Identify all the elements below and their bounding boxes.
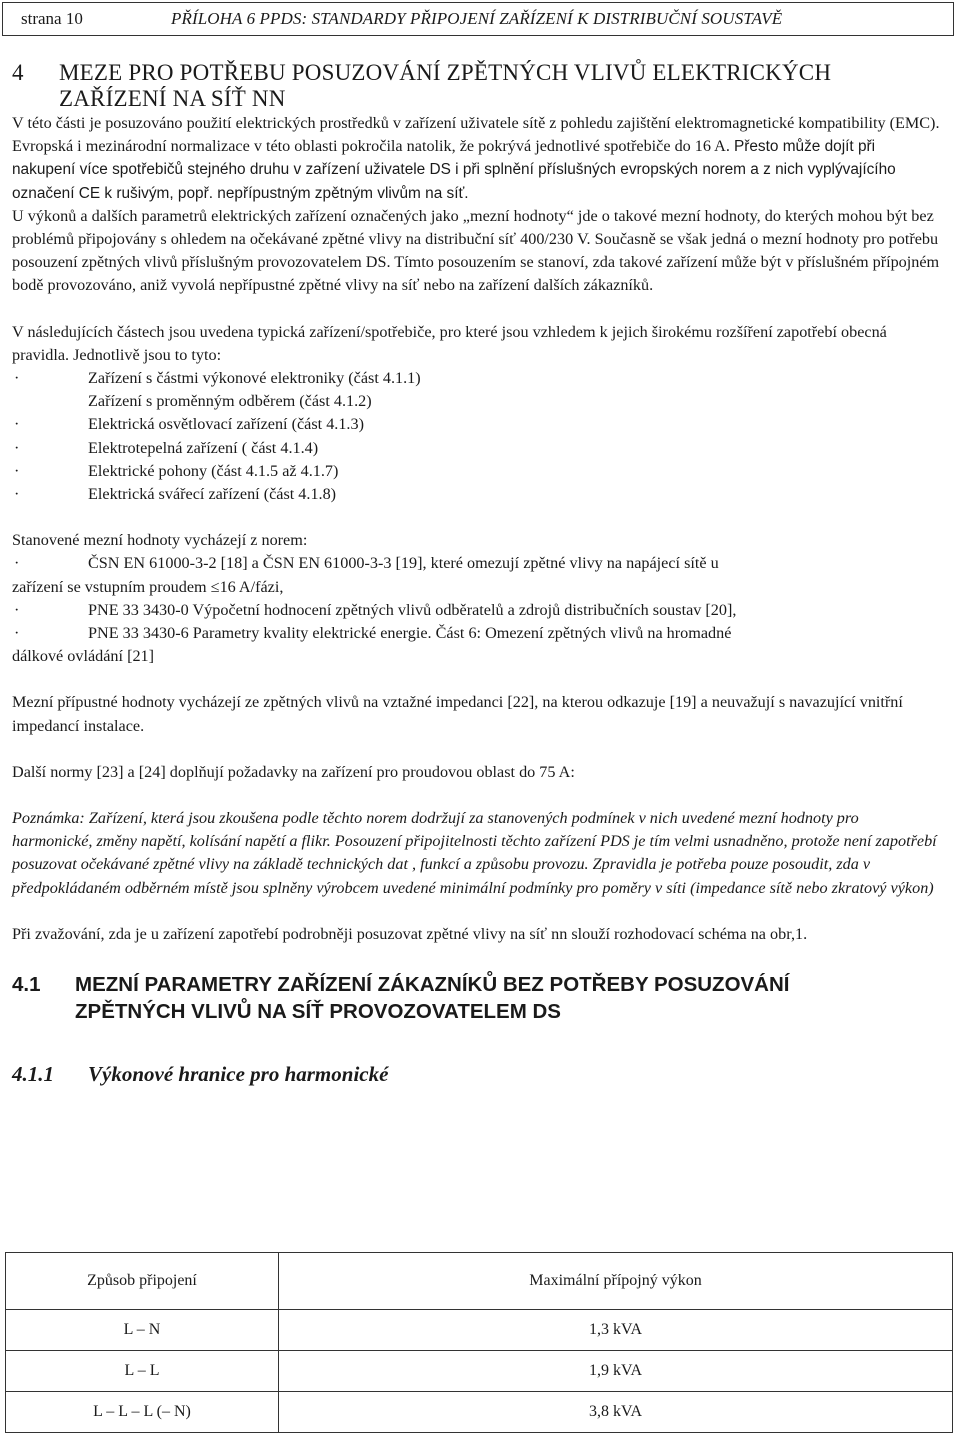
limits-paragraph: U výkonů a dalších parametrů elektrických zařízení označených jako „mezní hodnoty“ jde o takové mezní hodnoty, do kterých mohou být bez problémů připojovány s ohledem na očekávané zpětné vlivy na distribuční síť 400/230 V. Současně se však jedná o mezní hodnoty pro potřebu posouzení zpětných vlivů příslušným provozovatelem DS. Tímto posouzením se stanoví, zda takové zařízení může být v příslušném přípojném bodě provozováno, aniž vyvolá nepřípustné zpětné vlivy na síť nebo na zařízení dalších zákazníků. [12,206,940,295]
section-4-heading [12,60,942,112]
list-item [12,437,942,460]
section-number: 4.1 [12,973,41,997]
bullet: · [14,600,20,619]
list-item [12,599,942,622]
list-item-continuation: dálkové ovládání [21] [12,647,155,666]
list-item-text: Elektrická osvětlovací zařízení (část 4.1.3) [88,415,364,434]
equipment-list [12,367,942,506]
list-item [12,483,942,506]
permissible-paragraph: Mezní přípustné hodnoty vycházejí ze zpětných vlivů na vztažné impedanci [22], na kterou odkazuje [19] a neuvažují s navazující vnitřní impedancí instalace. [12,693,903,735]
section-title: Výkonové hranice pro harmonické [88,1062,389,1087]
bullet: · [14,624,20,643]
section-4-1-heading [12,971,942,1025]
list-item [12,390,942,413]
table-header-row [6,1253,953,1310]
page-content [12,60,942,1087]
column-header-connection: Způsob připojení [6,1253,279,1310]
intro-text-serif: V této části je posuzováno použití elektrických prostředků v zařízení uživatele sítě z pohledu zajištění elektromagnetické kompatibility (EMC). Evropská i mezinárodní normalizace v této oblasti pokročila natolik, že pokrývá jednotlivé spotřebiče do 16 A. [12,114,940,156]
list-item-continuation: zařízení se vstupním proudem ≤16 A/fázi, [12,577,284,596]
section-number: 4 [12,60,24,85]
list-item-text: ČSN EN 61000-3-2 [18] a ČSN EN 61000-3-3 [19], které omezují zpětné vlivy na napájecí sítě u [88,554,719,573]
power-cell: 3,8 kVA [279,1392,953,1433]
table-row [6,1310,953,1351]
equipment-intro: V následujících částech jsou uvedena typická zařízení/spotřebiče, pro které jsou vzhledem k jejich širokému rozšíření zapotřebí obecná pravidla. Jednotlivě jsou to tyto: [12,322,887,364]
page-header [2,2,954,36]
section-title-line1: MEZE PRO POTŘEBU POSUZOVÁNÍ ZPĚTNÝCH VLIVŮ ELEKTRICKÝCH [59,60,832,85]
page-number: strana 10 [21,9,83,28]
norms-intro: Stanovené mezní hodnoty vycházejí z norem: [12,531,308,550]
list-item-text: Zařízení s proměnným odběrem (část 4.1.2) [88,392,372,411]
list-item [12,552,942,575]
bullet: · [14,485,20,504]
list-item [12,622,942,645]
list-item-text: Elektrická svářecí zařízení (část 4.1.8) [88,485,337,504]
power-cell: 1,3 kVA [279,1310,953,1351]
list-item-text: PNE 33 3430-6 Parametry kvality elektrické energie. Část 6: Omezení zpětných vlivů na hromadné [88,624,732,643]
section-number: 4.1.1 [12,1062,54,1087]
list-item [12,367,942,390]
table-row [6,1392,953,1433]
connection-cell: L – L [6,1351,279,1392]
bullet: · [14,554,20,573]
section-title-line2: ZPĚTNÝCH VLIVŮ NA SÍŤ PROVOZOVATELEM DS [75,1000,561,1024]
section-title-line2: ZAŘÍZENÍ NA SÍŤ NN [59,86,286,111]
list-item [12,413,942,436]
bullet [12,390,88,413]
further-norms-paragraph: Další normy [23] a [24] doplňují požadavky na zařízení pro proudovou oblast do 75 A: [12,762,575,781]
list-item-text: Elektrické pohony (část 4.1.5 až 4.1.7) [88,461,339,480]
connection-cell: L – N [6,1310,279,1351]
decision-paragraph: Při zvažování, zda je u zařízení zapotřebí podrobněji posuzovat zpětné vlivy na síť nn slouží rozhodovací schéma na obr,1. [12,924,808,943]
note-paragraph: Poznámka: Zařízení, která jsou zkoušena podle těchto norem dodržují za stanovených podmínek v nich uvedené mezní hodnoty pro harmonické, změny napětí, kolísání napětí a flikr. Posouzení připojitelnosti těchto zařízení PDS je tím velmi usnadněno, protože není zapotřebí posuzovat očekávané zpětné vlivy na základě technických dat , funkcí a způsobu provozu. Zpravidla je potřeba pouze posoudit, zda v předpokládaném odběrném místě jsou splněny výrobcem uvedené minimální podmínky pro poměry v síti (impedance sítě nebo zkratový výkon) [12,809,937,897]
list-item [12,460,942,483]
list-item-text: Elektrotepelná zařízení ( část 4.1.4) [88,438,319,457]
section-title-line1: MEZNÍ PARAMETRY ZAŘÍZENÍ ZÁKAZNÍKŮ BEZ POTŘEBY POSUZOVÁNÍ [75,973,790,997]
connection-cell: L – L – L (– N) [6,1392,279,1433]
bullet: · [14,438,20,457]
power-cell: 1,9 kVA [279,1351,953,1392]
bullet: · [14,415,20,434]
table-row [6,1351,953,1392]
section-4-1-1-heading [12,1061,942,1087]
bullet: · [14,461,20,480]
intro-text-sans: Přesto může dojít při nakupení více spotřebičů stejného druhu v zařízení uživatele DS i při splnění příslušných evropských norem a z nich vyplývajícího označení CE k rušivým, popř. nepřípustným zpětným vlivům na síť. [12,138,896,202]
list-item-text: PNE 33 3430-0 Výpočetní hodnocení zpětných vlivů odběratelů a zdrojů distribučních soustav [20], [88,600,737,619]
list-item-text: Zařízení s částmi výkonové elektroniky (část 4.1.1) [88,369,421,388]
column-header-power: Maximální přípojný výkon [279,1253,953,1310]
bullet: · [14,369,20,388]
intro-paragraph [12,112,942,205]
power-limits-table [5,1252,953,1433]
document-title: PŘÍLOHA 6 PPDS: STANDARDY PŘIPOJENÍ ZAŘÍZENÍ K DISTRIBUČNÍ SOUSTAVĚ [171,9,783,28]
